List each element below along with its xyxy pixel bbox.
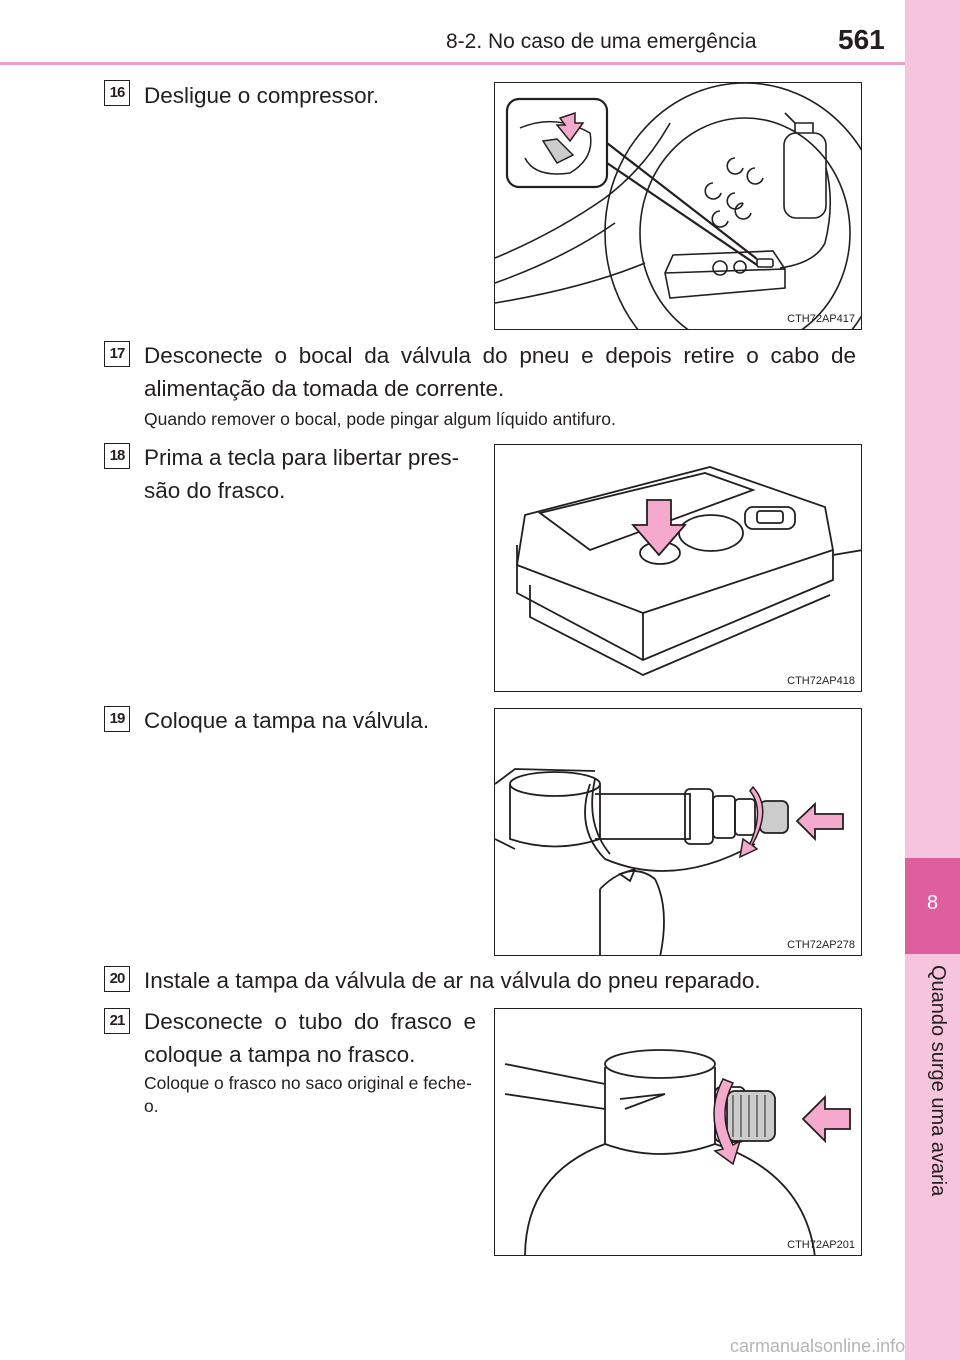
step-number-17: 17: [104, 341, 130, 367]
step-number-20: 20: [104, 966, 130, 992]
figure-bottle-cap: [494, 1008, 862, 1256]
step-note-21: Coloque o frasco no saco original e feche-o.: [144, 1073, 472, 1116]
step-number-18: 18: [104, 443, 130, 469]
chapter-number: 8: [926, 892, 939, 914]
pressure-button-illustration: [495, 445, 862, 692]
page-number: 561: [838, 24, 885, 55]
step-text-18: Prima a tecla para libertar pres-são do frasco.: [144, 445, 460, 503]
figure-code: CTH72AP201: [787, 1239, 855, 1251]
step-text-17: Desconecte o bocal da válvula do pneu e depois retire o cabo de alimentação da tomada de corrente.: [144, 343, 856, 401]
step-text-19: Coloque a tampa na válvula.: [144, 708, 430, 733]
step-number-21: 21: [104, 1008, 130, 1034]
figure-compressor-switch: [494, 82, 862, 330]
figure-pressure-button: [494, 444, 862, 692]
step-number-16: 16: [104, 80, 130, 106]
header-rule: [0, 62, 905, 65]
step-text-21: Desconecte o tubo do frasco e coloque a tampa no frasco.: [144, 1009, 476, 1067]
chapter-title: Quando surge uma avaria: [927, 965, 949, 1197]
step-note-17: Quando remover o bocal, pode pingar algum líquido antifuro.: [144, 409, 616, 429]
step-text-16: Desligue o compressor.: [144, 83, 380, 108]
step-text-20: Instale a tampa da válvula de ar na válvula do pneu reparado.: [144, 968, 761, 993]
step-number-19: 19: [104, 706, 130, 732]
bottle-cap-illustration: [495, 1009, 862, 1256]
figure-code: CTH72AP417: [787, 313, 855, 325]
figure-valve-cap: [494, 708, 862, 956]
watermark: carmanualsonline.info: [730, 1336, 906, 1356]
valve-cap-illustration: [495, 709, 862, 956]
compressor-switch-illustration: [495, 83, 862, 330]
header-section-title: 8-2. No caso de uma emergência: [446, 30, 757, 53]
figure-code: CTH72AP418: [787, 675, 855, 687]
figure-code: CTH72AP278: [787, 939, 855, 951]
